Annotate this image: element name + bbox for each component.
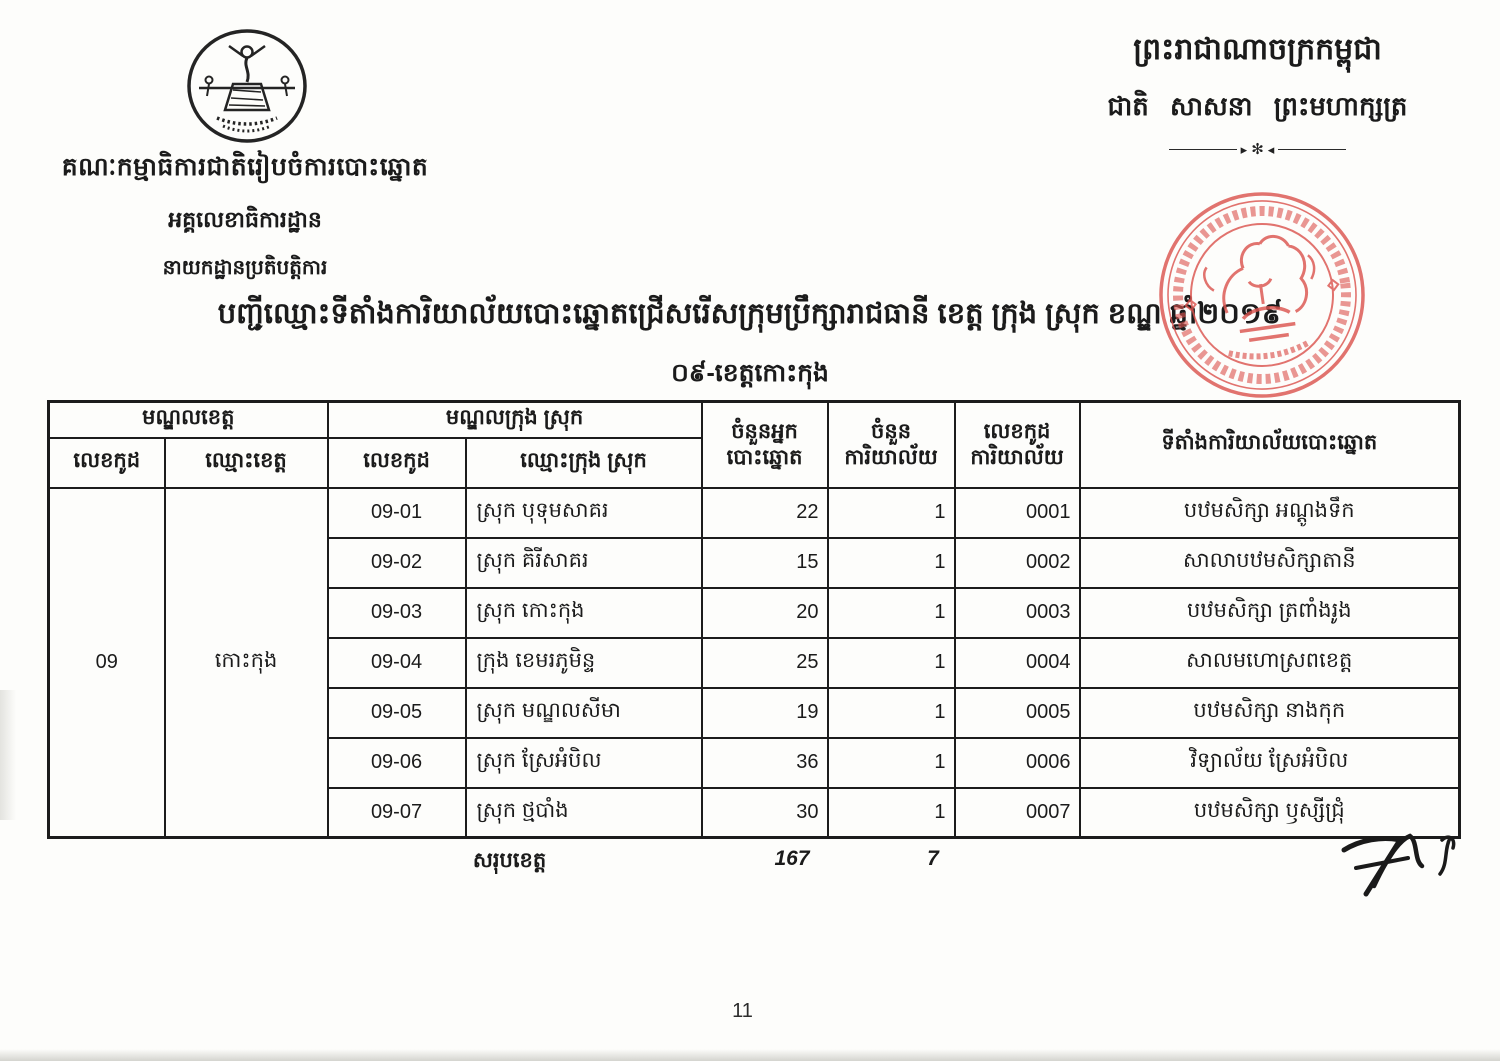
district-code-cell: 09-06 [328,738,466,788]
document-subtitle: ០៩-ខេត្តកោះកុង [671,359,829,387]
header-office-code [955,402,1080,488]
location-cell: បឋមសិក្សា នាងកុក [1080,688,1460,738]
voters-cell: 19 [702,688,828,738]
divider-rosette: ✻ [1251,141,1264,158]
office-code-cell: 0001 [955,488,1080,538]
district-name-cell: ស្រុក ថ្មបាំង [466,788,702,838]
office-count-cell: 1 [828,588,955,638]
office-code-cell: 0002 [955,538,1080,588]
org-secretariat-line: អគ្គលេខាធិការដ្ឋាន [168,207,322,232]
header-district-group: មណ្ឌលក្រុង ស្រុក [328,402,702,438]
office-count-cell: 1 [828,538,955,588]
subheader-district-code: លេខកូដ [328,438,466,488]
office-count-cell: 1 [828,638,955,688]
scan-edge-smudge [0,690,16,820]
kingdom-motto: ជាតិ សាសនា ព្រះមហាក្សត្រ [1107,91,1408,121]
office-code-cell: 0004 [955,638,1080,688]
header-voter-count-line1: ចំនួនអ្នក [731,419,798,443]
province-code-cell: 09 [49,488,165,838]
district-code-cell: 09-03 [328,588,466,638]
office-count-cell: 1 [828,738,955,788]
voters-cell: 15 [702,538,828,588]
header-voter-count-line2: បោះឆ្នោត [726,445,803,469]
header-province-group: មណ្ឌលខេត្ត [49,402,328,438]
location-cell: បឋមសិក្សា ឫស្សីជ្រុំ [1080,788,1460,838]
office-count-cell: 1 [828,688,955,738]
district-name-cell: ក្រុង ខេមរភូមិន្ទ [466,638,702,688]
district-code-cell: 09-05 [328,688,466,738]
organisation-block [40,152,450,284]
province-name-cell: កោះកុង [165,488,328,838]
header-office-code-line2: ការិយាល័យ [970,445,1064,469]
org-name-line: គណៈកម្មាធិការជាតិរៀបចំការបោះឆ្នោត [61,153,429,181]
location-cell: បឋមសិក្សា អណ្តូងទឹក [1080,488,1460,538]
kingdom-title: ព្រះរាជាណាចក្រកម្ពុជា [1133,33,1382,66]
summary-offices-total: 7 [927,847,939,870]
polling-stations-table [47,400,1461,839]
district-name-cell: ស្រុក បុទុមសាគរ [466,488,702,538]
office-code-cell: 0007 [955,788,1080,838]
location-cell: បឋមសិក្សា ត្រពាំងរូង [1080,588,1460,638]
office-count-cell: 1 [828,788,955,838]
document-title: បញ្ជីឈ្មោះទីតាំងការិយាល័យបោះឆ្នោតជ្រើសរើសក្រុមប្រឹក្សារាជធានី ខេត្ត ក្រុង ស្រុក ខណ្ឌ ឆ្នាំ២០១៩ [217,298,1283,330]
voters-cell: 36 [702,738,828,788]
office-count-cell: 1 [828,488,955,538]
office-code-cell: 0005 [955,688,1080,738]
divider-line-right [1278,149,1346,151]
district-code-cell: 09-04 [328,638,466,688]
location-cell: វិទ្យាល័យ ស្រែអំបិល [1080,738,1460,788]
voters-cell: 20 [702,588,828,638]
divider-arrow-right: ◂ [1267,142,1275,157]
voters-cell: 22 [702,488,828,538]
district-name-cell: ស្រុក ស្រែអំបិល [466,738,702,788]
district-name-cell: ស្រុក កោះកុង [466,588,702,638]
header-office-count [828,402,955,488]
summary-voters-total: 167 [774,847,810,870]
office-code-cell: 0003 [955,588,1080,638]
org-department-line: នាយកដ្ឋានប្រតិបត្តិការ [162,257,328,279]
subheader-province-code: លេខកូដ [49,438,165,488]
header-office-code-line1: លេខកូដ [983,419,1051,443]
location-cell: សាលាបឋមសិក្សាតានី [1080,538,1460,588]
nec-emblem-icon [183,26,311,150]
motto-divider-ornament [1035,142,1480,157]
header-office-count-line1: ចំនួន [871,419,912,443]
province-summary-row [47,841,1458,887]
district-name-cell: ស្រុក មណ្ឌលសីមា [466,688,702,738]
divider-line-left [1169,149,1237,151]
scan-edge-shadow [0,1049,1500,1061]
header-office-count-line2: ការិយាល័យ [844,445,938,469]
header-voter-count [702,402,828,488]
district-name-cell: ស្រុក គិរីសាគរ [466,538,702,588]
subheader-district-name: ឈ្មោះក្រុង ស្រុក [466,438,702,488]
divider-arrow-left: ▸ [1240,142,1248,157]
location-cell: សាលមហោស្រពខេត្ត [1080,638,1460,688]
subheader-province-name: ឈ្មោះខេត្ត [165,438,328,488]
district-code-cell: 09-02 [328,538,466,588]
kingdom-motto-block [1035,30,1480,157]
handwritten-signature [1330,816,1475,908]
district-code-cell: 09-07 [328,788,466,838]
page-number: 11 [732,1000,753,1022]
office-code-cell: 0006 [955,738,1080,788]
district-code-cell: 09-01 [328,488,466,538]
header-location: ទីតាំងការិយាល័យបោះឆ្នោត [1080,402,1460,488]
voters-cell: 25 [702,638,828,688]
summary-label: សរុបខេត្ត [472,849,547,872]
voters-cell: 30 [702,788,828,838]
table-row [49,488,1460,538]
